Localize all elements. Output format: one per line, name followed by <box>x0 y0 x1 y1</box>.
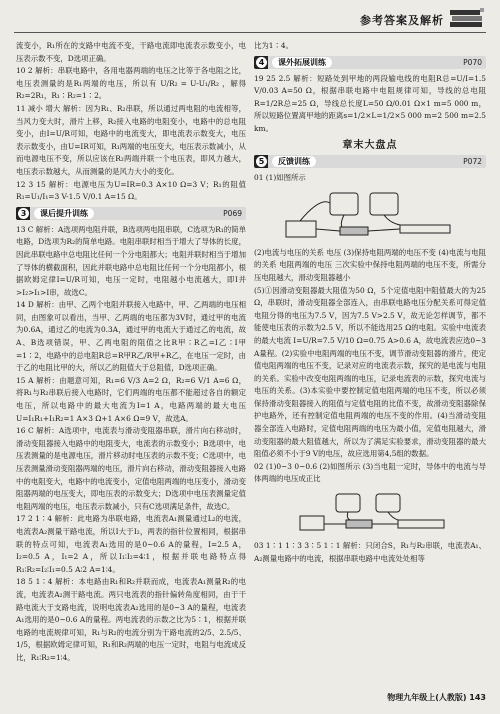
answer-01-part3: (5)①因滑动变阻器最大阻值为50 Ω，5个定值电阻中阻值最大的为25 Ω，串联时，滑动变阻器全部连入，由串联电路电压分配关系可得定值电阻分得的电压为7.5 V，因为7.5 V>2.5 V，故无论怎样调节，都不能使电压表的示数为2.5 V，所以不能选用25 Ω的电阻。实验中电流表的最大电流 I=U/R=7.5 V/10 Ω=0.75 A>0.6 A，故电流表应选0~3 A量程。(2)实验中电阻两端的电压不变，调节滑动变阻器的滑片，使定值电阻两端的电压不变，记录对应的电流表示数，探究的是电流与电阻的关系。实验中改变电阻两端的电压，记录电流表的示数，探究电流与电压的关系。(3)本实验中要控制定值电阻两端的电压不变，所以必须保持滑动变阻器接入的阻值与定值电阻的比值不变，故滑动变阻器除保护电路外，还有控制定值电阻两端的电压不变的作用。(4)当滑动变阻器全部连入电路时，定值电阻两端的电压为最小值，定值电阻越大，滑动变阻器的最大阻值越大，所以为了满足实验要求，滑动变阻器的最大阻值必须不小于9 V的电压，故应选用第4,5组的数据。 <box>254 285 487 459</box>
section-number: 4 <box>256 57 267 68</box>
section-header-5 <box>254 155 486 168</box>
books-icon <box>448 6 486 28</box>
section-title: 反馈训练 <box>272 156 316 167</box>
answer-02: 02 (1)0~3 0~0.6 (2)如图所示 (3)当电阻一定时，导体中的电流与导体两端的电压成正比 <box>254 461 486 484</box>
section-header-3 <box>16 207 246 220</box>
left-paragraph-top: 流变小，R₁所在的支路中电流不变，干路电流即电流表示数变小，电压表示数不变，D选项正确。 <box>16 41 246 63</box>
left-column <box>16 40 246 665</box>
section-page: P069 <box>223 208 242 218</box>
header-title: 参考答案及解析 <box>360 14 444 27</box>
section-page: P070 <box>463 57 482 67</box>
header-rule <box>14 32 486 33</box>
answer-14: 14 D 解析：由甲、乙两个电阻并联接入电路中，甲、乙两端的电压相同，由图象可以看出，当甲、乙两端的电压都为3V时，通过甲的电流为0.6A，通过乙的电流为0.3A，通过甲的电流大于通过乙的电流，故A、B选项错误，甲、乙两电阻的阻值之比R甲∶R乙=I乙∶I甲=1∶2，电路中的总电阻R总=R甲R乙/R甲+R乙，在电压一定时，由于乙的电阻比甲的大，所以乙的阻值大于总阻值，D选项正确。 <box>16 300 246 373</box>
section-page: P072 <box>463 157 482 167</box>
answer-13: 13 C 解析：A选项两电阻并联，B选项两电阻串联，C选项为R₁的简单电路，D选项为R₂的简单电路。电阻串联时相当于增大了导体的长度，因此串联电路中总电阻比任何一个分电阻都大；电阻并联时相当于增加了导体的横截面积，因此并联电路中总电阻比任何一个分电阻都小，根据欧姆定律I=U/R可知，电压一定时，电阻越小电流越大，即I并>I₂>I₁>I串，故选C。 <box>16 224 246 297</box>
section-title: 课后提升训练 <box>34 208 94 219</box>
answer-12: 12 3 15 解析：电源电压为U=IR=0.3 A×10 Ω=3 V；R₁的阻值R₁=U₁/I₁=3 V-1.5 V/0.1 A=15 Ω。 <box>16 179 246 202</box>
answer-11: 11 减小 增大 解析：因为R₁、R₂串联，所以通过两电阻的电流相等，当风力变大时，滑片上移，R₂接入电路的电阻变小，电路中的总电阻变小，由I=U/R可知，电路中的电流变大，即电流表示数变大，电压表示数变小，由U=IR可知，R₁两端的电压变大，电压表示数减小，从而电源电压不变，所以应该在R₂两端并联一个电压表，即风力越大，电压表示数越大，从而测量的是风力大小的变化。 <box>16 103 246 176</box>
circuit-diagram-1 <box>280 187 460 245</box>
answer-18: 18 5 1∶4 解析：本电路由R₁和R₂并联而成，电流表A₁测量R₂的电流，电流表A₂测干路电流。两只电流表的指针偏转角度相同，由于干路电流大于支路电流，说明电流表A₂选用的是0~3 A的量程，电流表A₁选用的是0~0.6 A的量程。两电流表的示数之比为5∶1，根据并联电路的电流规律可知，R₁与R₂的电流分别为干路电流的2/5、2.5/5、1/5，根据欧姆定律可知，R₁和R₂两端的电压一定时，电阻与电流成反比，R₁∶R₂=1∶4。 <box>16 577 246 662</box>
answer-10: 10 2 解析：串联电路中，各用电器两端的电压之比等于各电阻之比，电压表测量的是R₁两端的电压，所以有 U/R₂ = U-U₁/R₂ ，解得 R₂=2R₁，R₁∶R₂=1∶2。 <box>16 66 246 101</box>
right-column <box>254 40 486 565</box>
circuit-diagram-2 <box>280 488 460 538</box>
answer-03: 03 1∶1 1∶3 3∶5 1∶1 解析：只闭合S，R₁与R₂串联，电流表A₁、A₂测量电路中的电流，根据串联电路中电流处处相等 <box>254 541 486 563</box>
section-header-4 <box>254 56 486 69</box>
answer-15: 15 A 解析：由题意可知，R₁=6 V/3 A=2 Ω，R₂=6 V/1 A=6 Ω，将R₁与R₂串联后接入电路时，它们两端的电压都不能超过各自的额定电压，所以电路中的最大电流为I=1 A，电路两端的最大电压U=I₁R₁+I₁R₂=1 A×3 Ω+1 A×6 Ω=9 V，故选A。 <box>16 375 246 423</box>
section-number: 5 <box>256 156 267 167</box>
answer-19: 19 25 2.5 解析：短路处到甲地的两段输电线的电阻R总=U/I=1.5 V/0.03 A=50 Ω，根据串联电路中电阻规律可知，导线的总电阻R=1/2R总=25 Ω，导线总长度L=50 Ω/0.01 Ω×1 m=5 000 m，所以短路位置离甲地的距离s=1/2×L=1/2×5 000 m=2 500 m=2.5 km。 <box>254 73 486 133</box>
section-number: 3 <box>18 208 29 219</box>
section-title: 课外拓展训练 <box>272 57 332 68</box>
answer-16: 16 C 解析：A选项中，电流表与滑动变阻器串联，滑片向右移动时，滑动变阻器接入电路中的电阻变大，电流表的示数变小；B选项中，电压表测量的是电源电压，滑片移动时电压表的示数不变；C选项中，电压表测量滑动变阻器两端的电压，滑片向右移动，滑动变阻器接入电路中的电阻变大，电路中的电流变小，定值电阻两端的电压变小，滑动变阻器两端的电压变大，即电压表的示数变大；D选项中电压表测量定值电阻两端的电压，电压表示数减小，只有C选项满足条件，故选C。 <box>16 426 246 511</box>
chapter-title: 章末大盘点 <box>342 139 398 151</box>
answer-17: 17 2 1∶4 解析：此电路为串联电路，电流表A₁测量通过L₂的电流，电流表A₂测量干路电流，所以I大于I₂，两表的指针位置相同，根据串联的特点可知，电流表A₁选用的是0~0.6 A的量程，I=2.5 A，I₂=0.5 A，I₁=2 A，所以I₁∶I₂=4∶1，根据并联电路特点得R₁∶R₂=I₂∶I₁=0.5 A∶2 A=1∶4。 <box>16 514 246 574</box>
answer-01-part2: (2)电流与电压的关系 电压 (3)保持电阻两端的电压不变 (4)电流与电阻的关系 电阻两端的电压 三次实验中保持电阻两端的电压不变，所需分压电阻越大，滑动变阻器越小 <box>254 247 486 282</box>
right-paragraph-top: 比为1∶4。 <box>254 41 293 50</box>
page-header <box>0 0 500 36</box>
answer-01: 01 (1)如图所示 <box>254 173 306 183</box>
page-footer: 物理九年级上(人教版) 143 <box>387 693 486 702</box>
